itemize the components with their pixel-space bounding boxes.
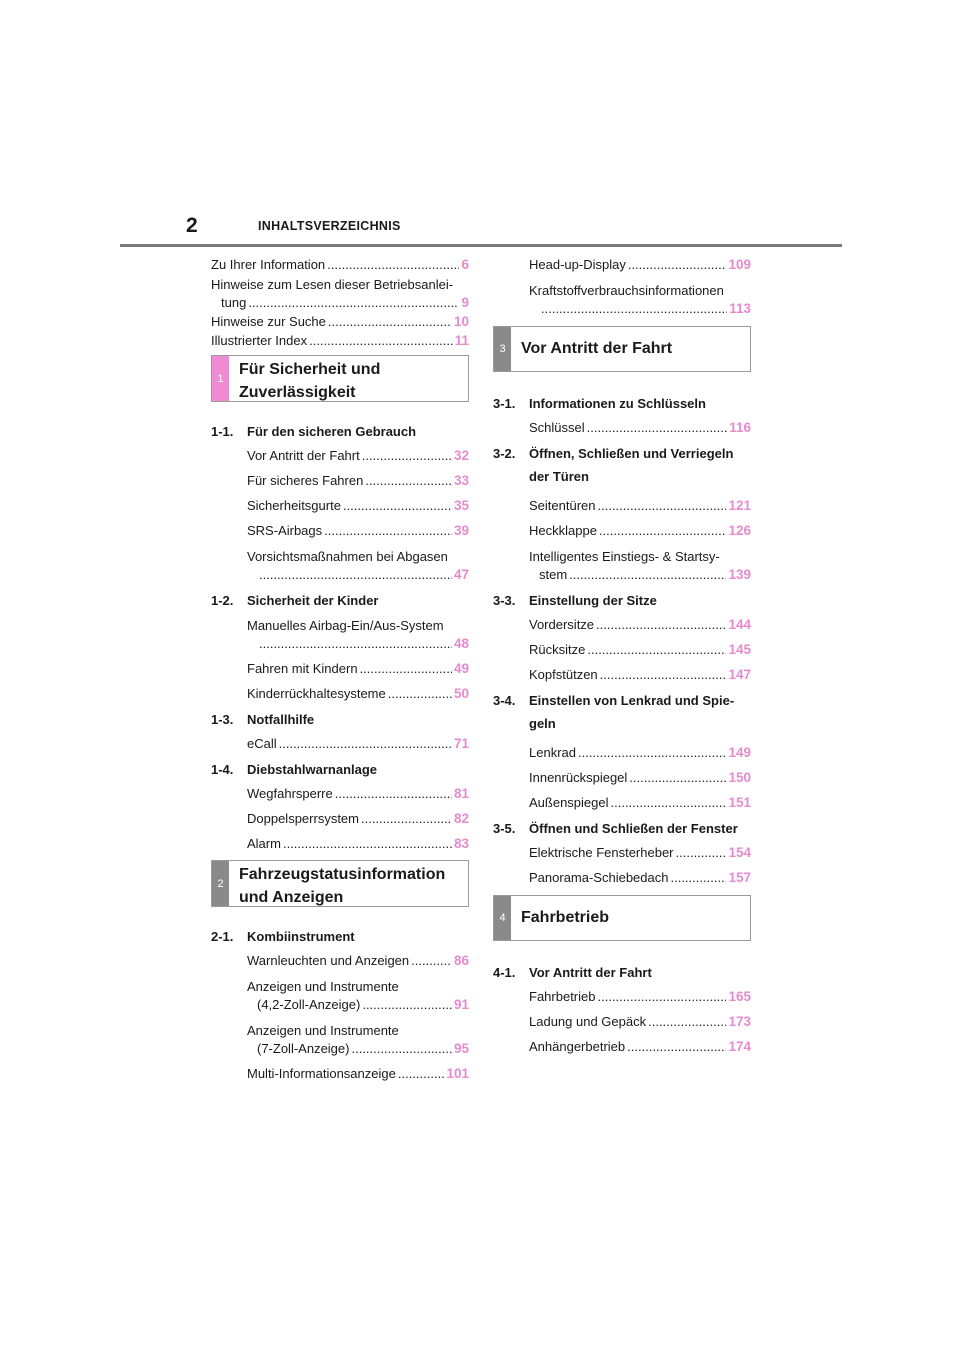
toc-entry[interactable]: Doppelsperrsystem ..... 82: [247, 810, 469, 828]
chapter-title: Fahrzeugstatusinformation und Anzeigen: [239, 866, 446, 906]
section-heading: 1-1. Für den sicheren Gebrauch: [211, 424, 417, 439]
toc-entry[interactable]: SRS-Airbags ..... 39: [247, 522, 469, 540]
page-link[interactable]: 86: [453, 953, 469, 968]
section-heading: 3-3. Einstellung der Sitze: [493, 593, 657, 608]
chapter-box-3[interactable]: [493, 326, 751, 372]
toc-entry[interactable]: Kopfstützen ..... 147: [529, 666, 751, 684]
section-heading: 3-4. Einstellen von Lenkrad und Spie- geln: [493, 693, 735, 731]
page-link[interactable]: 116: [729, 420, 751, 435]
toc-entry[interactable]: Sicherheitsgurte ..... 35: [247, 497, 469, 515]
toc-left-column: [211, 256, 469, 1090]
page-link[interactable]: 11: [454, 333, 469, 348]
toc-entry[interactable]: Kinderrückhaltesysteme ..... 50: [247, 685, 469, 703]
page-link[interactable]: 49: [453, 661, 469, 676]
chapter-tab-2: 2: [212, 861, 229, 906]
page-link[interactable]: 82: [453, 811, 469, 826]
toc-entry[interactable]: Hinweise zum Lesen dieser Betriebsanlei- tung ..... 9: [211, 275, 469, 312]
toc-entry[interactable]: Panorama-Schiebedach ..... 157: [529, 869, 751, 887]
toc-entry[interactable]: Ladung und Gepäck ..... 173: [529, 1013, 751, 1031]
page-link[interactable]: 173: [728, 1014, 751, 1029]
toc-entry[interactable]: Vordersitze ..... 144: [529, 616, 751, 634]
toc-entry[interactable]: Heckklappe ..... 126: [529, 522, 751, 540]
page-link[interactable]: 101: [446, 1066, 469, 1081]
page-link[interactable]: 10: [453, 314, 469, 329]
toc-entry[interactable]: Wegfahrsperre ..... 81: [247, 785, 469, 803]
chapter-box-4[interactable]: [493, 895, 751, 941]
section-heading: 3-2. Öffnen, Schließen und Verriegeln der Türen: [493, 446, 734, 484]
toc-entry[interactable]: eCall ..... 71: [247, 735, 469, 753]
page-link[interactable]: 126: [728, 523, 751, 538]
toc-right-column: [493, 256, 751, 1063]
page-link[interactable]: 145: [728, 642, 751, 657]
toc-entry[interactable]: Alarm ..... 83: [247, 835, 469, 853]
chapter-title: Vor Antritt der Fahrt: [521, 340, 673, 357]
page-link[interactable]: 165: [728, 989, 751, 1004]
toc-entry[interactable]: Lenkrad ..... 149: [529, 744, 751, 762]
chapter-tab-3: 3: [494, 327, 511, 371]
chapter-box-2[interactable]: [211, 860, 469, 907]
page-link[interactable]: 109: [728, 257, 751, 272]
page-link[interactable]: 121: [728, 498, 751, 513]
toc-entry[interactable]: Intelligentes Einstiegs- & Startsy- stem ..... 139: [529, 547, 751, 584]
page-link[interactable]: 149: [728, 745, 751, 760]
toc-entry[interactable]: Hinweise zur Suche ..... 10: [211, 313, 469, 331]
page-link[interactable]: 151: [728, 795, 751, 810]
toc-entry[interactable]: Illustrierter Index ..... 11: [211, 332, 469, 350]
page-link[interactable]: 50: [453, 686, 469, 701]
toc-entry[interactable]: Warnleuchten und Anzeigen ..... 86: [247, 952, 469, 970]
page-link[interactable]: 154: [728, 845, 751, 860]
page-link[interactable]: 71: [453, 736, 469, 751]
page-link[interactable]: 157: [728, 870, 751, 885]
page-link[interactable]: 48: [453, 636, 469, 651]
page-link[interactable]: 33: [453, 473, 469, 488]
chapter-tab-4: 4: [494, 896, 511, 940]
page-link[interactable]: 32: [453, 448, 469, 463]
toc-entry[interactable]: Zu Ihrer Information ..... 6: [211, 256, 469, 274]
toc-entry[interactable]: Multi-Informationsanzeige ..... 101: [247, 1065, 469, 1083]
page-link[interactable]: 81: [453, 786, 469, 801]
toc-entry[interactable]: Anhängerbetrieb ..... 174: [529, 1038, 751, 1056]
toc-entry[interactable]: Elektrische Fensterheber ..... 154: [529, 844, 751, 862]
toc-entry[interactable]: Fahren mit Kindern ..... 49: [247, 660, 469, 678]
section-heading: 3-1. Informationen zu Schlüsseln: [493, 396, 706, 411]
toc-entry[interactable]: Anzeigen und Instrumente (4,2-Zoll-Anzeige) ..... 91: [247, 977, 469, 1014]
page-link[interactable]: 113: [729, 301, 751, 316]
page-link[interactable]: 9: [461, 295, 469, 310]
toc-entry[interactable]: Außenspiegel ..... 151: [529, 794, 751, 812]
page-link[interactable]: 6: [461, 257, 469, 272]
chapter-title: Für Sicherheit und Zuverlässigkeit: [239, 361, 381, 401]
toc-entry[interactable]: Anzeigen und Instrumente (7-Zoll-Anzeige) ..... 95: [247, 1021, 469, 1058]
toc-entry[interactable]: Innenrückspiegel ..... 150: [529, 769, 751, 787]
toc-entry[interactable]: Vor Antritt der Fahrt ..... 32: [247, 447, 469, 465]
page-link[interactable]: 144: [728, 617, 751, 632]
toc-entry[interactable]: Manuelles Airbag-Ein/Aus-System ..... 48: [247, 616, 469, 653]
toc-entry[interactable]: Head-up-Display ..... 109: [529, 256, 751, 274]
header-title: INHALTSVERZEICHNIS: [258, 219, 401, 233]
header-divider: [120, 244, 842, 247]
toc-entry[interactable]: Rücksitze ..... 145: [529, 641, 751, 659]
page-link[interactable]: 174: [728, 1039, 751, 1054]
page-link[interactable]: 39: [453, 523, 469, 538]
page-link[interactable]: 147: [728, 667, 751, 682]
page-link[interactable]: 91: [453, 997, 469, 1012]
toc-entry[interactable]: Schlüssel ..... 116: [529, 419, 751, 437]
toc-entry[interactable]: Fahrbetrieb ..... 165: [529, 988, 751, 1006]
page-link[interactable]: 83: [453, 836, 469, 851]
section-heading: 1-4. Diebstahlwarnanlage: [211, 762, 378, 777]
section-heading: 4-1. Vor Antritt der Fahrt: [493, 965, 652, 980]
section-heading: 3-5. Öffnen und Schließen der Fenster: [493, 821, 738, 836]
page-link[interactable]: 95: [453, 1041, 469, 1056]
page-link[interactable]: 139: [728, 567, 751, 582]
toc-entry[interactable]: Vorsichtsmaßnahmen bei Abgasen ..... 47: [247, 547, 469, 584]
toc-entry[interactable]: Seitentüren ..... 121: [529, 497, 751, 515]
page-link[interactable]: 47: [453, 567, 469, 582]
section-heading: 1-2. Sicherheit der Kinder: [211, 593, 379, 608]
chapter-box-1[interactable]: [211, 355, 469, 402]
page-link[interactable]: 150: [728, 770, 751, 785]
section-heading: 1-3. Notfallhilfe: [211, 712, 315, 727]
toc-entry[interactable]: Für sicheres Fahren ..... 33: [247, 472, 469, 490]
chapter-tab-1: 1: [212, 356, 229, 401]
chapter-title: Fahrbetrieb: [521, 909, 610, 926]
section-heading: 2-1. Kombiinstrument: [211, 929, 355, 944]
toc-entry[interactable]: Kraftstoffverbrauchsinformationen ..... 113: [529, 281, 751, 318]
page-link[interactable]: 35: [453, 498, 469, 513]
page-number: 2: [186, 214, 198, 237]
